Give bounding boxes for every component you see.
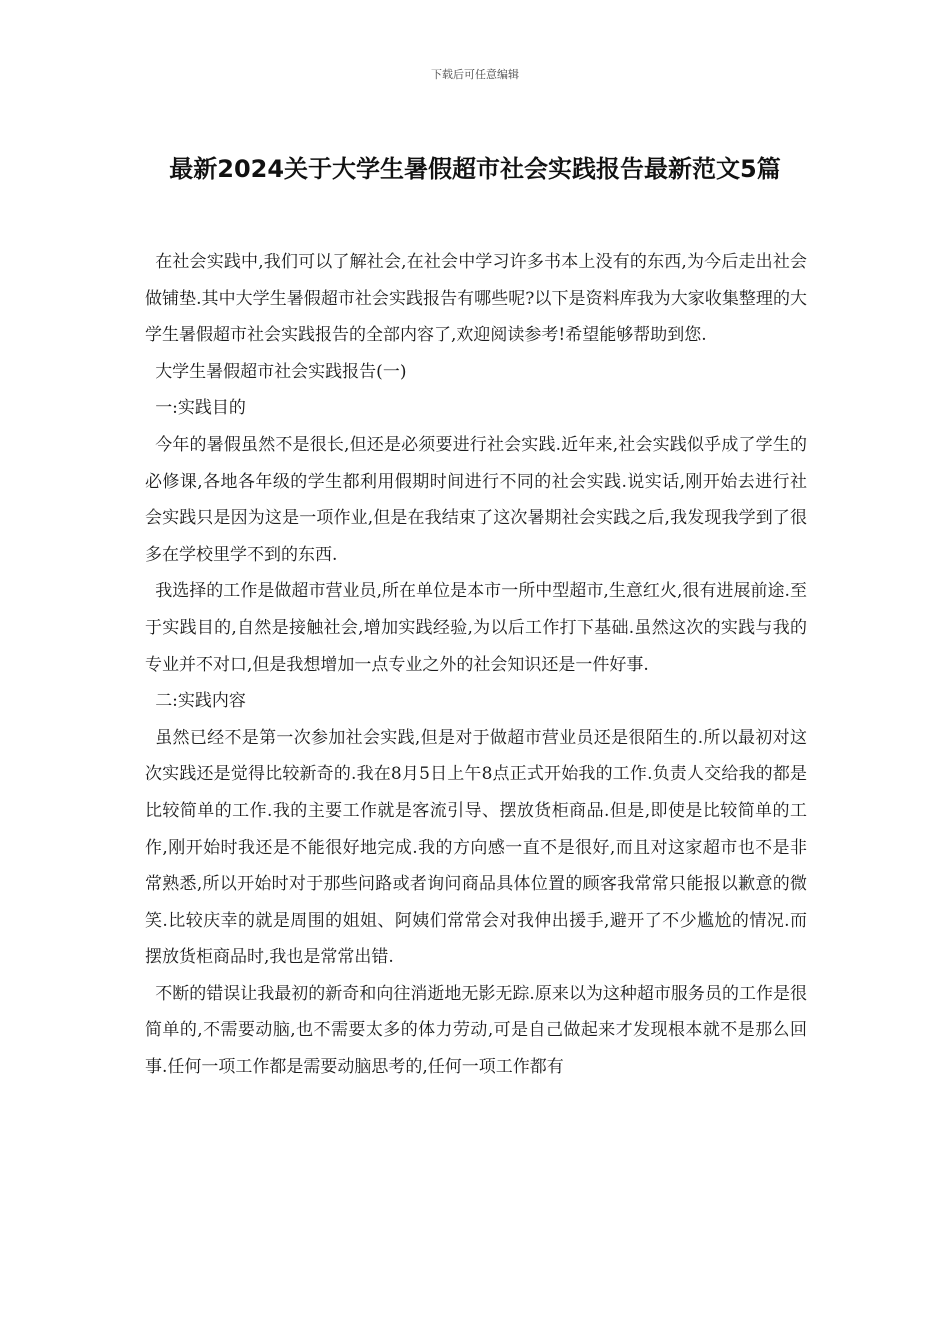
document-title: 最新2024关于大学生暑假超市社会实践报告最新范文5篇 xyxy=(169,155,781,183)
paragraph-content-2: 不断的错误让我最初的新奇和向往消逝地无影无踪.原来以为这种超市服务员的工作是很简单的,不需要动脑,也不需要太多的体力劳动,可是自己做起来才发现根本就不是那么回事.任何一项工作都是需要动脑思考的,任何一项工作都有 xyxy=(145,983,807,1078)
paragraph-purpose-1: 今年的暑假虽然不是很长,但还是必须要进行社会实践.近年来,社会实践似乎成了学生的必修课,各地各年级的学生都利用假期时间进行不同的社会实践.说实话,刚开始去进行社会实践只是因为这是一项作业,但是在我结束了这次暑期社会实践之后,我发现我学到了很多在学校里学不到的东西. xyxy=(145,434,807,565)
subheading-content: 二:实践内容 xyxy=(155,691,246,712)
subheading-purpose: 一:实践目的 xyxy=(155,398,246,419)
paragraph-purpose-2: 我选择的工作是做超市营业员,所在单位是本市一所中型超市,生意红火,很有进展前途.至于实践目的,自然是接触社会,增加实践经验,为以后工作打下基础.虽然这次的实践与我的专业并不对口,但是我想增加一点专业之外的社会知识还是一件好事. xyxy=(145,581,807,675)
document-body xyxy=(145,244,807,1086)
paragraph-content-1: 虽然已经不是第一次参加社会实践,但是对于做超市营业员还是很陌生的.所以最初对这次实践还是觉得比较新奇的.我在8月5日上午8点正式开始我的工作.负责人交给我的都是比较简单的工作.我的主要工作就是客流引导、摆放货柜商品.但是,即使是比较简单的工作,刚开始时我还是不能很好地完成.我的方向感一直不是很好,而且对这家超市也不是非常熟悉,所以开始时对于那些问路或者询问商品具体位置的顾客我常常只能报以歉意的微笑.比较庆幸的就是周围的姐姐、阿姨们常常会对我伸出援手,避开了不少尴尬的情况.而摆放货柜商品时,我也是常常出错. xyxy=(145,727,807,968)
paragraph-intro: 在社会实践中,我们可以了解社会,在社会中学习许多书本上没有的东西,为今后走出社会做铺垫.其中大学生暑假超市社会实践报告有哪些呢?以下是资料库我为大家收集整理的大学生暑假超市社会实践报告的全部内容了,欢迎阅读参考!希望能够帮助到您. xyxy=(145,252,807,346)
header-note: 下载后可任意编辑 xyxy=(431,68,519,81)
section-heading-report-1: 大学生暑假超市社会实践报告(一) xyxy=(155,361,407,382)
